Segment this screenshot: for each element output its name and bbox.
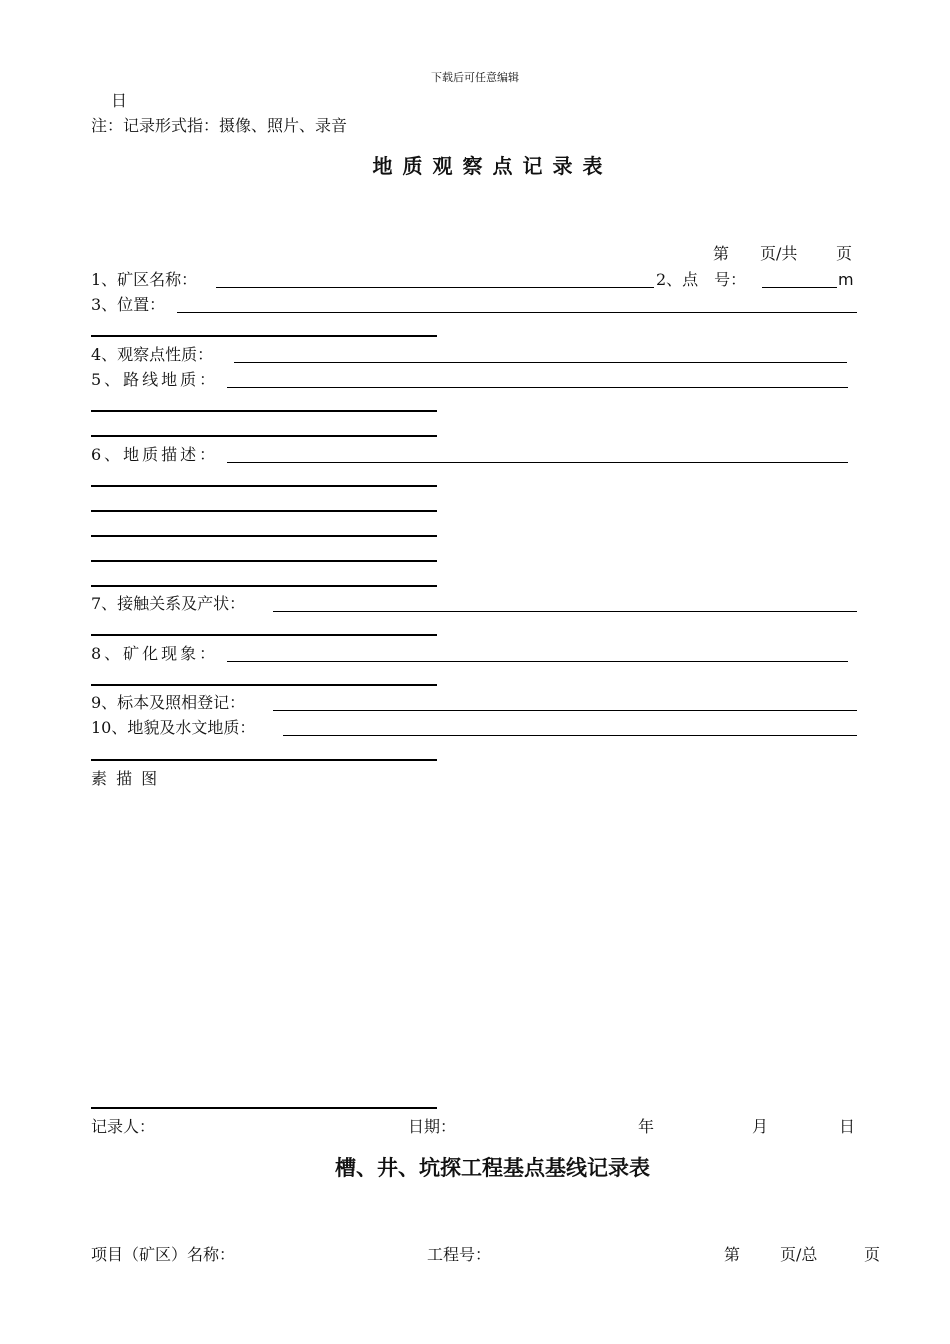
route-geology-line2[interactable]	[91, 410, 437, 412]
specimen-field[interactable]	[273, 710, 857, 711]
form1-title: 地质观察点记录表	[372, 154, 613, 178]
header-note: 下载后可任意编辑	[431, 71, 519, 84]
sketch-bottom-line	[91, 1107, 437, 1109]
project-no-label: 工程号：	[427, 1245, 492, 1264]
geology-desc-line4[interactable]	[91, 535, 437, 537]
mineralization-line2[interactable]	[91, 684, 437, 686]
geology-desc-line2[interactable]	[91, 485, 437, 487]
top-fragment: 日	[111, 91, 128, 110]
record-form-note: 注：记录形式指：摄像、照片、录音	[91, 116, 348, 135]
page-label-ye: 页	[836, 244, 853, 263]
date-label: 日期：	[408, 1117, 457, 1136]
route-geology-label: 5、路线地质：	[91, 370, 219, 389]
form2-page-label-ye: 页	[864, 1245, 881, 1264]
mineralization-field[interactable]	[227, 661, 848, 662]
location-label: 3、位置：	[91, 295, 166, 314]
project-name-label: 项目（矿区）名称：	[91, 1245, 236, 1264]
date-year: 年	[638, 1117, 655, 1136]
form2-page-label-ye-zong: 页/总	[780, 1245, 818, 1264]
geology-desc-line6[interactable]	[91, 585, 437, 587]
route-geology-line3[interactable]	[91, 435, 437, 437]
point-no-field[interactable]	[762, 287, 837, 288]
sketch-label: 素 描 图	[91, 769, 160, 788]
mine-name-field[interactable]	[216, 287, 654, 288]
landform-field[interactable]	[283, 735, 857, 736]
location-field-line2[interactable]	[91, 335, 437, 337]
landform-line2[interactable]	[91, 759, 437, 761]
geology-desc-field[interactable]	[227, 462, 848, 463]
contact-line2[interactable]	[91, 634, 437, 636]
landform-label: 10、地貌及水文地质：	[91, 718, 256, 737]
page-label-ye-gong: 页/共	[760, 244, 798, 263]
geology-desc-line3[interactable]	[91, 510, 437, 512]
date-day: 日	[839, 1117, 856, 1136]
point-no-label: 2、点 号：	[656, 270, 747, 289]
point-unit: m	[838, 270, 854, 289]
nature-label: 4、观察点性质：	[91, 345, 214, 364]
page-label-di: 第	[713, 244, 730, 263]
geology-desc-label: 6、地质描述：	[91, 445, 219, 464]
geology-desc-line5[interactable]	[91, 560, 437, 562]
mine-name-label: 1、矿区名称：	[91, 270, 198, 289]
date-month: 月	[752, 1117, 769, 1136]
route-geology-field[interactable]	[227, 387, 848, 388]
contact-field[interactable]	[273, 611, 857, 612]
recorder-label: 记录人：	[91, 1117, 156, 1136]
specimen-label: 9、标本及照相登记：	[91, 693, 246, 712]
mineralization-label: 8、矿化现象：	[91, 644, 219, 663]
contact-label: 7、接触关系及产状：	[91, 594, 246, 613]
form2-title: 槽、井、坑探工程基点基线记录表	[335, 1155, 650, 1180]
location-field[interactable]	[177, 312, 857, 313]
form2-page-label-di: 第	[724, 1245, 741, 1264]
nature-field[interactable]	[234, 362, 847, 363]
